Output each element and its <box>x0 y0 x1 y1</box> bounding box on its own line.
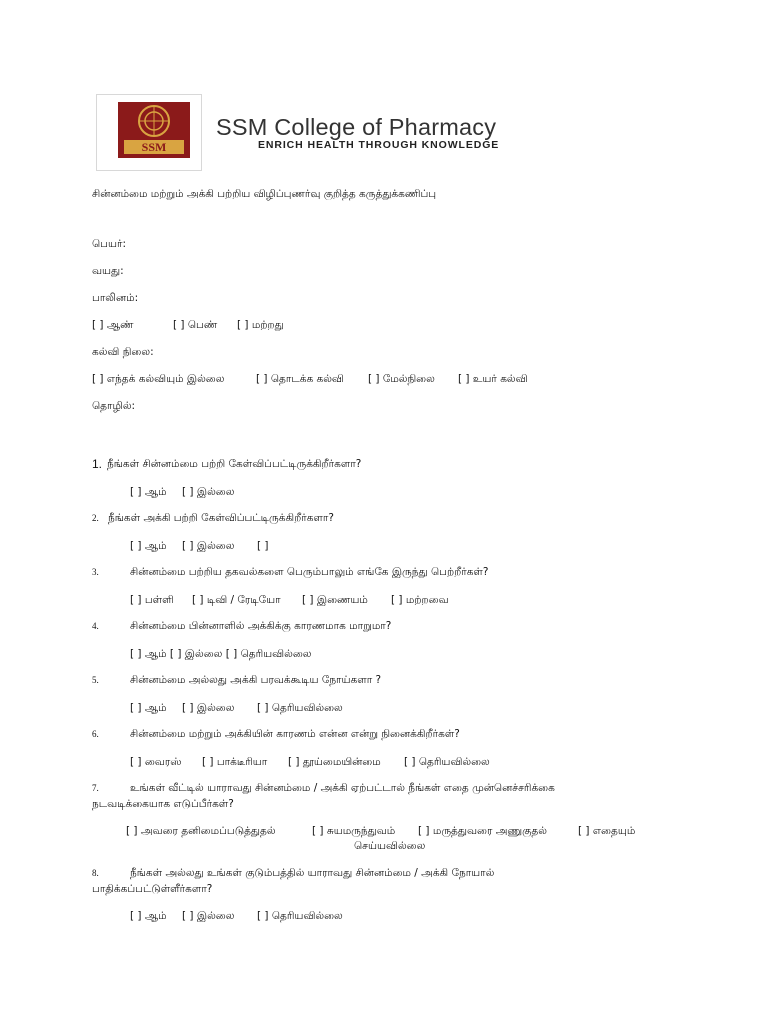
q7-option-self-medicate[interactable]: [ ] சுயமருந்துவம் <box>312 825 396 837</box>
education-option-higher[interactable]: [ ] உயர் கல்வி <box>458 373 528 385</box>
q6-option-dont-know[interactable]: [ ] தெரியவில்லை <box>404 756 490 768</box>
q7-option-isolate[interactable]: [ ] அவரை தனிமைப்படுத்துதல் <box>126 825 276 837</box>
survey-title: சின்னம்மை மற்றும் அக்கி பற்றிய விழிப்புணர்வு குறித்த கருத்துக்கணிப்பு <box>92 188 437 200</box>
gender-option-other[interactable]: [ ] மற்றது <box>237 319 284 331</box>
gender-option-male[interactable]: [ ] ஆண் <box>92 319 134 331</box>
q6-option-virus[interactable]: [ ] வைரஸ் <box>130 756 182 768</box>
q3-option-tv-radio[interactable]: [ ] டிவி / ரேடியோ <box>192 594 281 606</box>
ssm-logo <box>118 102 190 158</box>
question-number: 7. <box>92 783 99 793</box>
occupation-label: தொழில்: <box>92 400 136 412</box>
education-option-none[interactable]: [ ] எந்தக் கல்வியும் இல்லை <box>92 373 225 385</box>
question-text-continued: பாதிக்கப்பட்டுள்ளீர்களா? <box>92 883 213 895</box>
question-text: சின்னம்மை பின்னாளில் அக்கிக்கு காரணமாக மாறுமா? <box>130 620 392 632</box>
question-text: நீங்கள் அக்கி பற்றி கேள்விப்பட்டிருக்கிறீர்களா? <box>108 512 334 524</box>
q8-option-dont-know[interactable]: [ ] தெரியவில்லை <box>257 910 343 922</box>
education-option-secondary[interactable]: [ ] மேல்நிலை <box>368 373 435 385</box>
q5-option-dont-know[interactable]: [ ] தெரியவில்லை <box>257 702 343 714</box>
question-number: 1. <box>92 457 103 471</box>
q3-option-school[interactable]: [ ] பள்ளி <box>130 594 174 606</box>
question-number: 2. <box>92 513 99 523</box>
gender-option-female[interactable]: [ ] பெண் <box>173 319 218 331</box>
q2-option-no[interactable]: [ ] இல்லை <box>182 540 235 552</box>
q6-option-bacteria[interactable]: [ ] பாக்டீரியா <box>202 756 268 768</box>
age-label: வயது: <box>92 265 124 277</box>
question-text: உங்கள் வீட்டில் யாராவது சின்னம்மை / அக்கி ஏற்பட்டால் நீங்கள் எதை முன்னெச்சரிக்கை <box>130 782 555 794</box>
question-number: 8. <box>92 868 99 878</box>
q7-option-nothing[interactable]: [ ] எதையும் <box>578 825 636 837</box>
question-text: சின்னம்மை அல்லது அக்கி பரவக்கூடிய நோய்களா ? <box>130 674 382 686</box>
q4-options[interactable]: [ ] ஆம் [ ] இல்லை [ ] தெரியவில்லை <box>130 648 312 660</box>
logo-text: SSM <box>141 140 167 154</box>
gender-label: பாலினம்: <box>92 292 139 304</box>
q8-option-yes[interactable]: [ ] ஆம் <box>130 910 167 922</box>
q1-option-yes[interactable]: [ ] ஆம் <box>130 486 167 498</box>
q5-option-yes[interactable]: [ ] ஆம் <box>130 702 167 714</box>
q2-option-yes[interactable]: [ ] ஆம் <box>130 540 167 552</box>
education-label: கல்வி நிலை: <box>92 346 154 358</box>
q8-option-no[interactable]: [ ] இல்லை <box>182 910 235 922</box>
college-tagline: ENRICH HEALTH THROUGH KNOWLEDGE <box>258 139 500 151</box>
education-option-primary[interactable]: [ ] தொடக்க கல்வி <box>256 373 344 385</box>
question-text: நீங்கள் அல்லது உங்கள் குடும்பத்தில் யாராவது சின்னம்மை / அக்கி நோயால் <box>130 867 495 879</box>
question-number: 6. <box>92 729 99 739</box>
q5-option-no[interactable]: [ ] இல்லை <box>182 702 235 714</box>
q7-option-nothing-continued: செய்யவில்லை <box>354 840 426 852</box>
q6-option-unhygienic[interactable]: [ ] தூய்மையின்மை <box>288 756 381 768</box>
question-text: நீங்கள் சின்னம்மை பற்றி கேள்விப்பட்டிருக்கிறீர்களா? <box>107 458 362 470</box>
question-number: 5. <box>92 675 99 685</box>
question-text: சின்னம்மை பற்றிய தகவல்களை பெரும்பாலும் எங்கே இருந்து பெற்றீர்கள்? <box>130 566 489 578</box>
question-text-continued: நடவடிக்கையாக எடுப்பீர்கள்? <box>92 798 234 810</box>
college-name: SSM College of Pharmacy <box>216 114 497 140</box>
question-number: 3. <box>92 567 99 577</box>
name-label: பெயர்: <box>92 238 127 250</box>
q3-option-other[interactable]: [ ] மற்றவை <box>391 594 449 606</box>
q2-option-blank[interactable]: [ ] <box>257 540 269 552</box>
q7-option-consult-doctor[interactable]: [ ] மருத்துவரை அணுகுதல் <box>418 825 547 837</box>
q3-option-internet[interactable]: [ ] இணையம் <box>302 594 368 606</box>
q1-option-no[interactable]: [ ] இல்லை <box>182 486 235 498</box>
question-number: 4. <box>92 621 99 631</box>
question-text: சின்னம்மை மற்றும் அக்கியின் காரணம் என்ன என்று நினைக்கிறீர்கள்? <box>130 728 460 740</box>
